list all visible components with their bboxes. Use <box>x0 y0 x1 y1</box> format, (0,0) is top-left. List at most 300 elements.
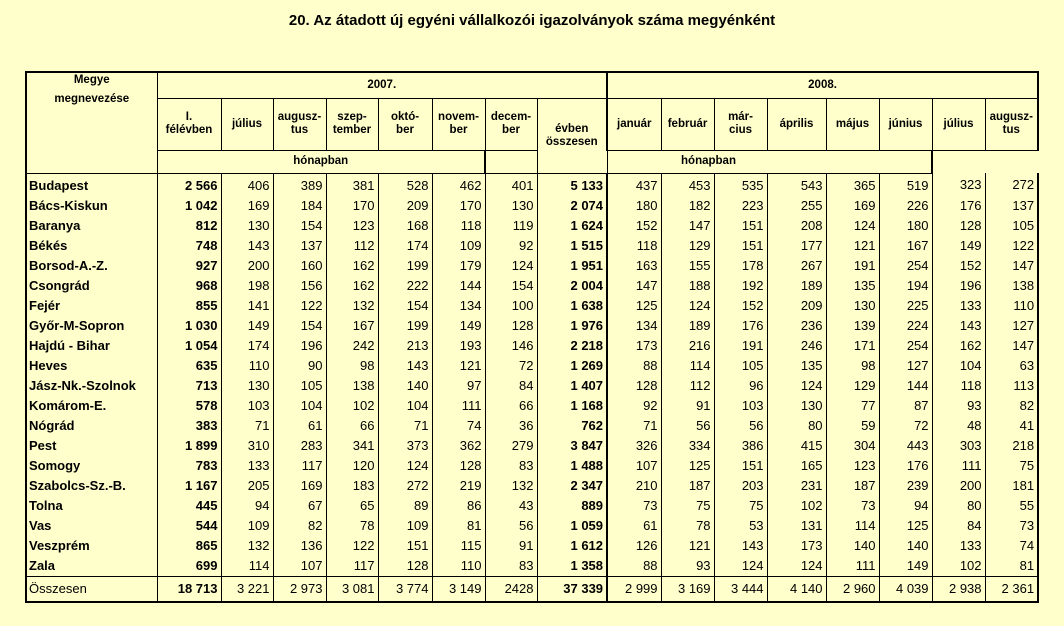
value-cell: 110 <box>221 356 273 376</box>
value-cell: 73 <box>985 516 1038 536</box>
county-name: Veszprém <box>26 536 157 556</box>
value-cell: 176 <box>879 456 932 476</box>
value-cell: 187 <box>826 476 879 496</box>
value-cell: 2 361 <box>985 576 1038 602</box>
value-cell: 383 <box>157 416 221 436</box>
value-cell: 3 081 <box>326 576 378 602</box>
value-cell: 127 <box>985 316 1038 336</box>
value-cell: 1 269 <box>537 356 607 376</box>
value-cell: 169 <box>273 476 326 496</box>
value-cell: 135 <box>826 276 879 296</box>
value-cell: 208 <box>767 216 826 236</box>
value-cell: 112 <box>326 236 378 256</box>
month-2008-header-6-line1: július <box>943 117 974 130</box>
value-cell: 53 <box>714 516 767 536</box>
first-half-header <box>157 98 221 150</box>
value-cell: 78 <box>326 516 378 536</box>
value-cell: 140 <box>879 536 932 556</box>
county-name: Békés <box>26 236 157 256</box>
value-cell: 165 <box>767 456 826 476</box>
value-cell: 134 <box>607 316 661 336</box>
month-2008-header-6 <box>932 98 985 150</box>
table-row <box>26 236 1038 256</box>
value-cell: 180 <box>607 196 661 216</box>
value-cell: 124 <box>826 216 879 236</box>
value-cell: 117 <box>326 556 378 577</box>
value-cell: 1 515 <box>537 236 607 256</box>
value-cell: 117 <box>273 456 326 476</box>
value-cell: 114 <box>826 516 879 536</box>
value-cell: 83 <box>485 556 537 577</box>
value-cell: 174 <box>378 236 432 256</box>
value-cell: 167 <box>879 236 932 256</box>
table-row <box>26 216 1038 236</box>
value-cell: 93 <box>932 396 985 416</box>
value-cell: 323 <box>932 173 985 196</box>
table-row <box>26 536 1038 556</box>
county-name: Somogy <box>26 456 157 476</box>
value-cell: 177 <box>767 236 826 256</box>
value-cell: 102 <box>932 556 985 577</box>
value-cell: 209 <box>378 196 432 216</box>
table-row <box>26 356 1038 376</box>
value-cell: 144 <box>879 376 932 396</box>
value-cell: 92 <box>607 396 661 416</box>
value-cell: 341 <box>326 436 378 456</box>
value-cell: 115 <box>432 536 485 556</box>
value-cell: 176 <box>714 316 767 336</box>
value-cell: 1 951 <box>537 256 607 276</box>
value-cell: 218 <box>985 436 1038 456</box>
value-cell: 209 <box>767 296 826 316</box>
value-cell: 154 <box>378 296 432 316</box>
value-cell: 748 <box>157 236 221 256</box>
value-cell: 111 <box>432 396 485 416</box>
value-cell: 180 <box>879 216 932 236</box>
value-cell: 80 <box>932 496 985 516</box>
value-cell: 111 <box>826 556 879 577</box>
county-name: Baranya <box>26 216 157 236</box>
month-2007-header-5-line2: ber <box>502 124 520 136</box>
value-cell: 1 624 <box>537 216 607 236</box>
value-cell: 162 <box>326 276 378 296</box>
value-cell: 443 <box>879 436 932 456</box>
value-cell: 519 <box>879 173 932 196</box>
value-cell: 865 <box>157 536 221 556</box>
value-cell: 199 <box>378 256 432 276</box>
value-cell: 107 <box>273 556 326 577</box>
value-cell: 205 <box>221 476 273 496</box>
month-2008-header-2 <box>714 98 767 150</box>
value-cell: 86 <box>432 496 485 516</box>
value-cell: 71 <box>378 416 432 436</box>
value-cell: 123 <box>326 216 378 236</box>
value-cell: 149 <box>432 316 485 336</box>
value-cell: 437 <box>607 173 661 196</box>
value-cell: 453 <box>661 173 714 196</box>
value-cell: 128 <box>485 316 537 336</box>
value-cell: 178 <box>714 256 767 276</box>
value-cell: 2 960 <box>826 576 879 602</box>
month-2007-header-4 <box>432 98 485 150</box>
table-row <box>26 256 1038 276</box>
value-cell: 812 <box>157 216 221 236</box>
month-2008-header-0-line1: január <box>617 117 652 130</box>
value-cell: 783 <box>157 456 221 476</box>
value-cell: 140 <box>378 376 432 396</box>
value-cell: 155 <box>661 256 714 276</box>
value-cell: 183 <box>326 476 378 496</box>
value-cell: 56 <box>485 516 537 536</box>
value-cell: 73 <box>826 496 879 516</box>
value-cell: 156 <box>273 276 326 296</box>
value-cell: 67 <box>273 496 326 516</box>
value-cell: 160 <box>273 256 326 276</box>
value-cell: 80 <box>767 416 826 436</box>
value-cell: 143 <box>714 536 767 556</box>
value-cell: 105 <box>985 216 1038 236</box>
value-cell: 1 976 <box>537 316 607 336</box>
county-header-line1: Megye <box>73 74 110 86</box>
value-cell: 18 713 <box>157 576 221 602</box>
value-cell: 170 <box>326 196 378 216</box>
value-cell: 3 169 <box>661 576 714 602</box>
value-cell: 1 638 <box>537 296 607 316</box>
value-cell: 216 <box>661 336 714 356</box>
value-cell: 130 <box>221 376 273 396</box>
value-cell: 2 074 <box>537 196 607 216</box>
value-cell: 169 <box>221 196 273 216</box>
value-cell: 149 <box>879 556 932 577</box>
value-cell: 121 <box>661 536 714 556</box>
value-cell: 112 <box>661 376 714 396</box>
value-cell: 125 <box>879 516 932 536</box>
value-cell: 77 <box>826 396 879 416</box>
value-cell: 2 566 <box>157 173 221 196</box>
county-name: Vas <box>26 516 157 536</box>
value-cell: 154 <box>273 216 326 236</box>
value-cell: 130 <box>826 296 879 316</box>
value-cell: 88 <box>607 556 661 577</box>
value-cell: 1 059 <box>537 516 607 536</box>
value-cell: 236 <box>767 316 826 336</box>
value-cell: 125 <box>661 456 714 476</box>
month-2008-header-4 <box>826 98 879 150</box>
value-cell: 1 054 <box>157 336 221 356</box>
value-cell: 138 <box>326 376 378 396</box>
value-cell: 187 <box>661 476 714 496</box>
value-cell: 381 <box>326 173 378 196</box>
table-row <box>26 476 1038 496</box>
year-2007-header: 2007. <box>157 72 607 98</box>
month-2007-header-3-line2: ber <box>396 124 414 136</box>
value-cell: 246 <box>767 336 826 356</box>
value-cell: 182 <box>661 196 714 216</box>
value-cell: 110 <box>985 296 1038 316</box>
value-cell: 82 <box>273 516 326 536</box>
value-cell: 81 <box>432 516 485 536</box>
value-cell: 196 <box>273 336 326 356</box>
county-name: Budapest <box>26 173 157 196</box>
monthly-label-2007: hónapban <box>157 150 485 173</box>
value-cell: 168 <box>378 216 432 236</box>
month-2007-header-2-line1: szep- <box>337 111 367 123</box>
value-cell: 213 <box>378 336 432 356</box>
value-cell: 75 <box>985 456 1038 476</box>
value-cell: 1 488 <box>537 456 607 476</box>
value-cell: 91 <box>485 536 537 556</box>
month-2007-header-3 <box>378 98 432 150</box>
value-cell: 96 <box>714 376 767 396</box>
value-cell: 226 <box>879 196 932 216</box>
value-cell: 279 <box>485 436 537 456</box>
table-row <box>26 316 1038 336</box>
value-cell: 386 <box>714 436 767 456</box>
value-cell: 147 <box>985 256 1038 276</box>
value-cell: 406 <box>221 173 273 196</box>
value-cell: 1 030 <box>157 316 221 336</box>
value-cell: 254 <box>879 256 932 276</box>
data-table <box>25 71 1039 603</box>
value-cell: 203 <box>714 476 767 496</box>
value-cell: 127 <box>879 356 932 376</box>
value-cell: 118 <box>607 236 661 256</box>
value-cell: 124 <box>378 456 432 476</box>
value-cell: 90 <box>273 356 326 376</box>
value-cell: 147 <box>661 216 714 236</box>
month-2007-header-4-line2: ber <box>449 124 468 136</box>
value-cell: 126 <box>607 536 661 556</box>
county-name: Győr-M-Sopron <box>26 316 157 336</box>
value-cell: 272 <box>985 173 1038 196</box>
value-cell: 114 <box>661 356 714 376</box>
value-cell: 222 <box>378 276 432 296</box>
value-cell: 132 <box>221 536 273 556</box>
value-cell: 41 <box>985 416 1038 436</box>
value-cell: 152 <box>607 216 661 236</box>
value-cell: 219 <box>432 476 485 496</box>
county-name: Hajdú - Bihar <box>26 336 157 356</box>
value-cell: 114 <box>221 556 273 577</box>
value-cell: 200 <box>932 476 985 496</box>
value-cell: 37 339 <box>537 576 607 602</box>
value-cell: 310 <box>221 436 273 456</box>
value-cell: 74 <box>985 536 1038 556</box>
table-row <box>26 296 1038 316</box>
value-cell: 3 221 <box>221 576 273 602</box>
month-2008-header-1 <box>661 98 714 150</box>
value-cell: 84 <box>485 376 537 396</box>
value-cell: 635 <box>157 356 221 376</box>
value-cell: 179 <box>432 256 485 276</box>
value-cell: 194 <box>879 276 932 296</box>
value-cell: 149 <box>221 316 273 336</box>
value-cell: 713 <box>157 376 221 396</box>
value-cell: 1 612 <box>537 536 607 556</box>
value-cell: 143 <box>221 236 273 256</box>
value-cell: 36 <box>485 416 537 436</box>
county-name: Pest <box>26 436 157 456</box>
value-cell: 855 <box>157 296 221 316</box>
county-name: Heves <box>26 356 157 376</box>
value-cell: 121 <box>432 356 485 376</box>
value-cell: 137 <box>273 236 326 256</box>
year-total-header-line1: évben <box>555 122 589 135</box>
value-cell: 223 <box>714 196 767 216</box>
value-cell: 48 <box>932 416 985 436</box>
table-row <box>26 456 1038 476</box>
county-name: Csongrád <box>26 276 157 296</box>
value-cell: 699 <box>157 556 221 577</box>
value-cell: 171 <box>826 336 879 356</box>
value-cell: 283 <box>273 436 326 456</box>
value-cell: 334 <box>661 436 714 456</box>
county-header <box>26 72 157 173</box>
value-cell: 162 <box>932 336 985 356</box>
month-2008-header-3 <box>767 98 826 150</box>
value-cell: 144 <box>432 276 485 296</box>
value-cell: 151 <box>714 456 767 476</box>
value-cell: 445 <box>157 496 221 516</box>
value-cell: 105 <box>273 376 326 396</box>
value-cell: 140 <box>826 536 879 556</box>
value-cell: 173 <box>767 536 826 556</box>
value-cell: 72 <box>879 416 932 436</box>
value-cell: 75 <box>714 496 767 516</box>
value-cell: 124 <box>767 556 826 577</box>
county-name: Komárom-E. <box>26 396 157 416</box>
value-cell: 73 <box>607 496 661 516</box>
value-cell: 124 <box>767 376 826 396</box>
table-row <box>26 516 1038 536</box>
value-cell: 136 <box>273 536 326 556</box>
value-cell: 3 847 <box>537 436 607 456</box>
value-cell: 103 <box>221 396 273 416</box>
table-row <box>26 376 1038 396</box>
value-cell: 2 347 <box>537 476 607 496</box>
value-cell: 130 <box>221 216 273 236</box>
total-row <box>26 576 1038 602</box>
value-cell: 255 <box>767 196 826 216</box>
value-cell: 109 <box>221 516 273 536</box>
value-cell: 118 <box>432 216 485 236</box>
value-cell: 174 <box>221 336 273 356</box>
value-cell: 181 <box>985 476 1038 496</box>
value-cell: 138 <box>985 276 1038 296</box>
value-cell: 124 <box>661 296 714 316</box>
value-cell: 188 <box>661 276 714 296</box>
value-cell: 1 042 <box>157 196 221 216</box>
value-cell: 102 <box>767 496 826 516</box>
value-cell: 462 <box>432 173 485 196</box>
value-cell: 97 <box>432 376 485 396</box>
value-cell: 176 <box>932 196 985 216</box>
value-cell: 415 <box>767 436 826 456</box>
value-cell: 191 <box>714 336 767 356</box>
value-cell: 149 <box>932 236 985 256</box>
month-2008-header-7-line1: augusz- <box>989 111 1034 123</box>
value-cell: 124 <box>714 556 767 577</box>
value-cell: 528 <box>378 173 432 196</box>
value-cell: 147 <box>985 336 1038 356</box>
value-cell: 196 <box>932 276 985 296</box>
value-cell: 104 <box>273 396 326 416</box>
value-cell: 543 <box>767 173 826 196</box>
value-cell: 1 899 <box>157 436 221 456</box>
value-cell: 163 <box>607 256 661 276</box>
value-cell: 169 <box>826 196 879 216</box>
value-cell: 389 <box>273 173 326 196</box>
month-2008-header-1-line1: február <box>667 117 708 130</box>
value-cell: 132 <box>485 476 537 496</box>
value-cell: 122 <box>326 536 378 556</box>
value-cell: 1 167 <box>157 476 221 496</box>
value-cell: 92 <box>485 236 537 256</box>
monthly-label-2008: hónapban <box>485 150 932 173</box>
value-cell: 56 <box>714 416 767 436</box>
first-half-header-line1: I. <box>185 111 193 123</box>
value-cell: 129 <box>661 236 714 256</box>
month-2007-header-2 <box>326 98 378 150</box>
value-cell: 141 <box>221 296 273 316</box>
value-cell: 74 <box>432 416 485 436</box>
value-cell: 133 <box>932 536 985 556</box>
value-cell: 120 <box>326 456 378 476</box>
value-cell: 3 774 <box>378 576 432 602</box>
month-2008-header-2-line2: cius <box>729 124 753 136</box>
value-cell: 762 <box>537 416 607 436</box>
month-2008-header-7 <box>985 98 1038 150</box>
value-cell: 71 <box>221 416 273 436</box>
value-cell: 100 <box>485 296 537 316</box>
table-row <box>26 556 1038 577</box>
value-cell: 63 <box>985 356 1038 376</box>
value-cell: 107 <box>607 456 661 476</box>
value-cell: 119 <box>485 216 537 236</box>
value-cell: 162 <box>326 256 378 276</box>
value-cell: 151 <box>378 536 432 556</box>
value-cell: 147 <box>607 276 661 296</box>
value-cell: 66 <box>485 396 537 416</box>
value-cell: 56 <box>661 416 714 436</box>
value-cell: 134 <box>432 296 485 316</box>
value-cell: 94 <box>879 496 932 516</box>
value-cell: 122 <box>985 236 1038 256</box>
county-name: Jász-Nk.-Szolnok <box>26 376 157 396</box>
value-cell: 128 <box>932 216 985 236</box>
county-name: Bács-Kiskun <box>26 196 157 216</box>
value-cell: 110 <box>432 556 485 577</box>
value-cell: 2 218 <box>537 336 607 356</box>
value-cell: 137 <box>985 196 1038 216</box>
value-cell: 2 973 <box>273 576 326 602</box>
month-2007-header-5-line1: decem- <box>490 111 532 123</box>
value-cell: 122 <box>273 296 326 316</box>
value-cell: 1 168 <box>537 396 607 416</box>
county-header-line2: megnevezése <box>54 93 130 105</box>
value-cell: 173 <box>607 336 661 356</box>
value-cell: 578 <box>157 396 221 416</box>
table-row <box>26 396 1038 416</box>
value-cell: 65 <box>326 496 378 516</box>
value-cell: 146 <box>485 336 537 356</box>
value-cell: 362 <box>432 436 485 456</box>
value-cell: 61 <box>607 516 661 536</box>
month-2007-header-1 <box>273 98 326 150</box>
value-cell: 139 <box>826 316 879 336</box>
month-2008-header-2-line1: már- <box>728 111 753 123</box>
value-cell: 200 <box>221 256 273 276</box>
